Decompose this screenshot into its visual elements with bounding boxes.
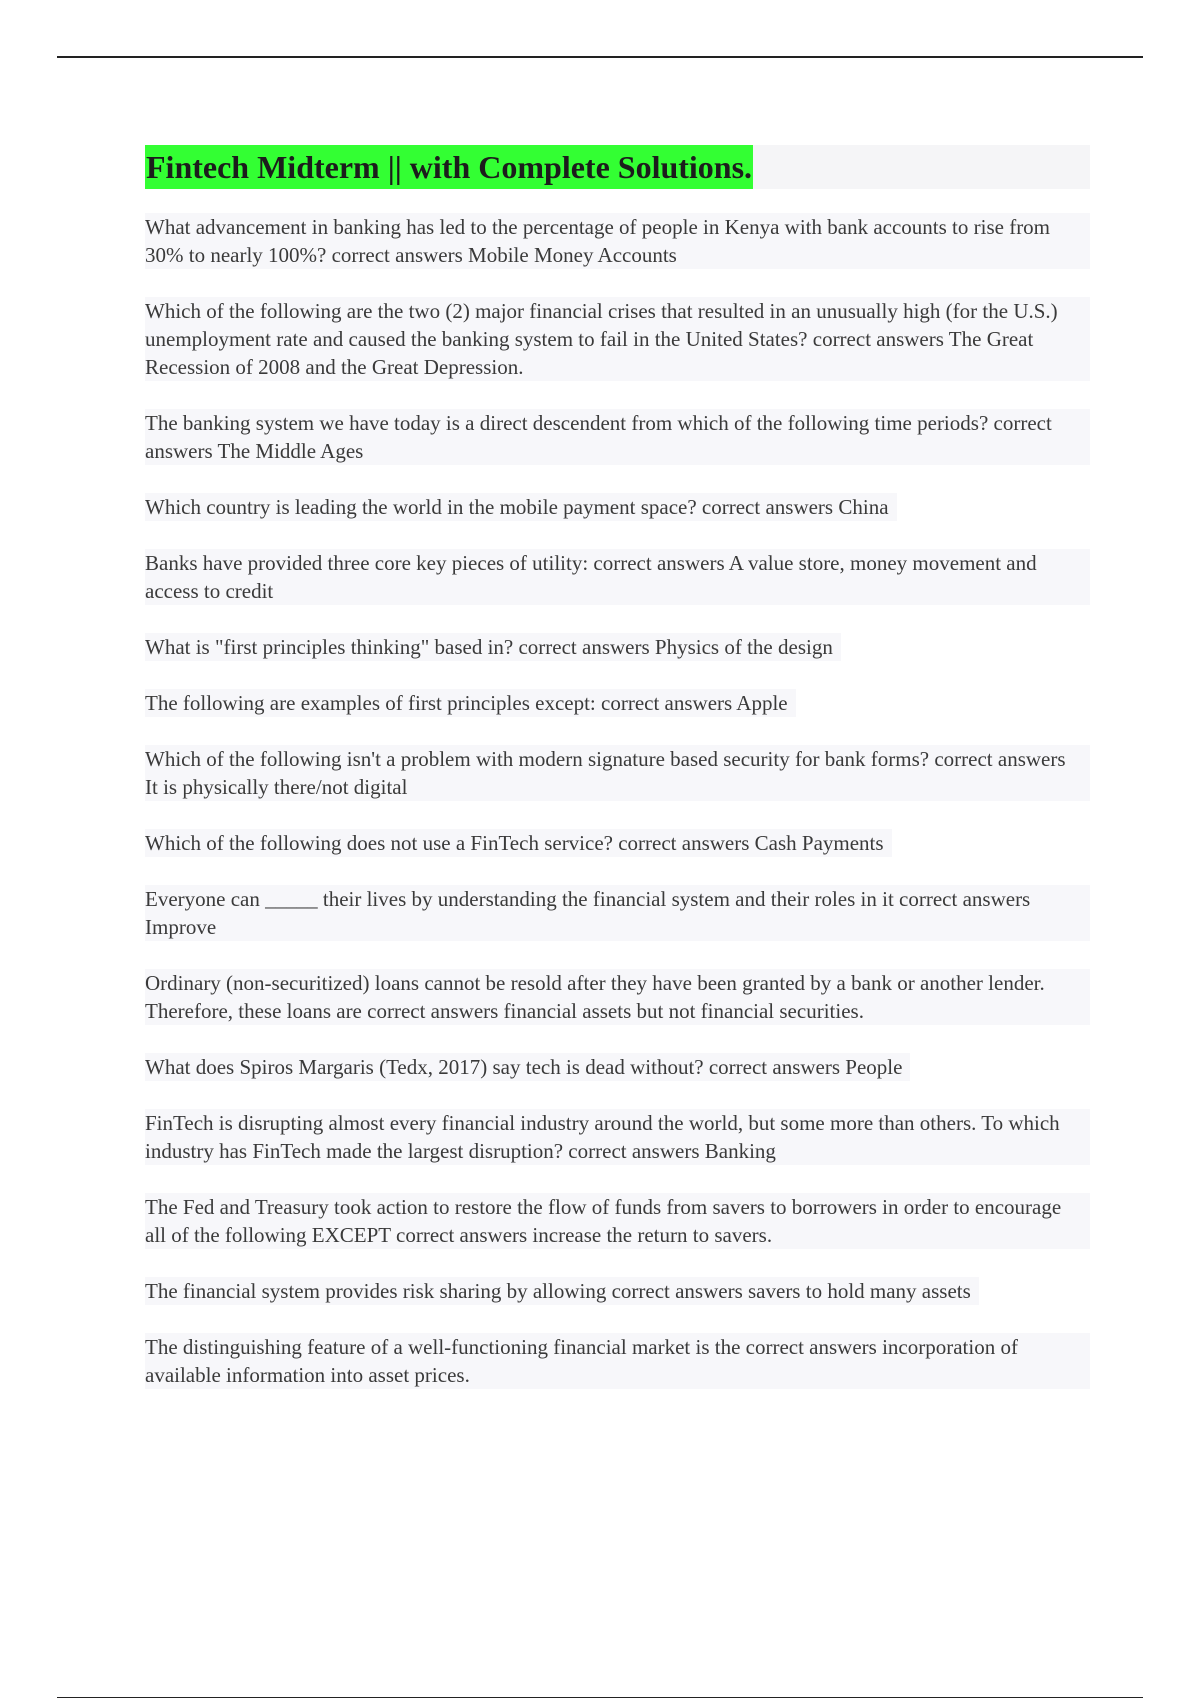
qa-item: Banks have provided three core key pieces of utility: correct answers A value store, money movement and access to credit: [145, 549, 1090, 605]
qa-item: The Fed and Treasury took action to restore the flow of funds from savers to borrowers in order to encourage all of the following EXCEPT correct answers increase the return to savers.: [145, 1193, 1090, 1249]
top-rule: [57, 56, 1143, 58]
qa-item: Ordinary (non-securitized) loans cannot be resold after they have been granted by a bank or another lender. Therefore, these loans are correct answers financial assets but not financial securities.: [145, 969, 1090, 1025]
qa-list: [145, 213, 1090, 1417]
document-body: [145, 145, 1090, 1417]
qa-item: FinTech is disrupting almost every financial industry around the world, but some more than others. To which industry has FinTech made the largest disruption? correct answers Banking: [145, 1109, 1090, 1165]
document-title: Fintech Midterm || with Complete Solutions.: [145, 145, 753, 189]
qa-item: What does Spiros Margaris (Tedx, 2017) say tech is dead without? correct answers People: [145, 1053, 910, 1081]
qa-item: Which of the following are the two (2) major financial crises that resulted in an unusually high (for the U.S.) unemployment rate and caused the banking system to fail in the United States? correct answers The Great Recession of 2008 and the Great Depression.: [145, 297, 1090, 381]
qa-item: What is "first principles thinking" based in? correct answers Physics of the design: [145, 633, 841, 661]
qa-item: What advancement in banking has led to the percentage of people in Kenya with bank accounts to rise from 30% to nearly 100%? correct answers Mobile Money Accounts: [145, 213, 1090, 269]
title-row: [145, 145, 1090, 189]
qa-item: Which country is leading the world in the mobile payment space? correct answers China: [145, 493, 897, 521]
qa-item: Which of the following isn't a problem with modern signature based security for bank forms? correct answers It is physically there/not digital: [145, 745, 1090, 801]
qa-item: The following are examples of first principles except: correct answers Apple: [145, 689, 796, 717]
qa-item: The banking system we have today is a direct descendent from which of the following time periods? correct answers The Middle Ages: [145, 409, 1090, 465]
qa-item: Everyone can _____ their lives by understanding the financial system and their roles in it correct answers Improve: [145, 885, 1090, 941]
bottom-rule: [57, 1697, 1143, 1698]
qa-item: Which of the following does not use a FinTech service? correct answers Cash Payments: [145, 829, 892, 857]
qa-item: The financial system provides risk sharing by allowing correct answers savers to hold many assets: [145, 1277, 979, 1305]
qa-item: The distinguishing feature of a well-functioning financial market is the correct answers incorporation of available information into asset prices.: [145, 1333, 1090, 1389]
